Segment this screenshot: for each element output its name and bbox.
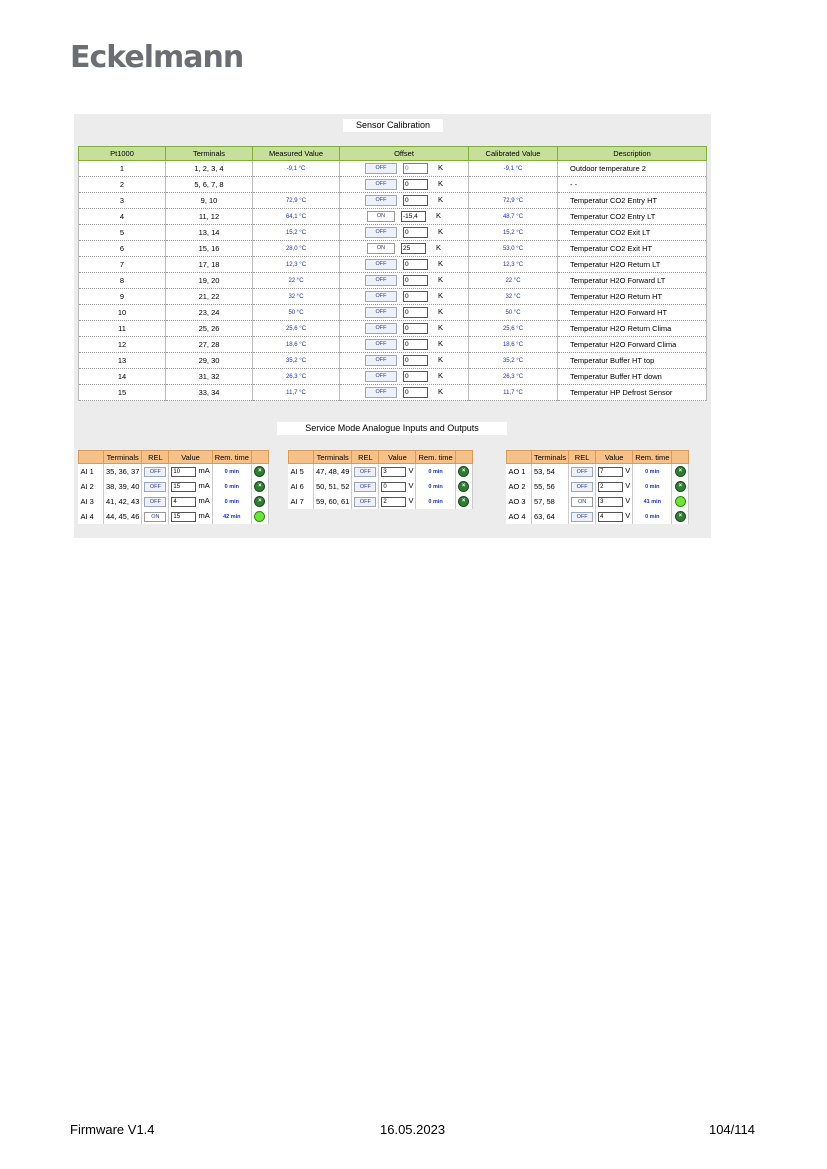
- remaining-time: 0 min: [633, 509, 672, 524]
- offset-cell: [340, 161, 469, 177]
- offset-input[interactable]: 0: [403, 163, 428, 174]
- description: Temperatur CO2 Exit HT: [558, 241, 707, 257]
- offset-cell: [340, 193, 469, 209]
- offset-input[interactable]: 0: [403, 179, 428, 190]
- rel-toggle-button[interactable]: OFF: [571, 467, 593, 477]
- terminals: 44, 45, 46: [104, 509, 142, 524]
- pt-number: 12: [79, 337, 166, 353]
- table-row: [79, 177, 707, 193]
- value-unit: V: [408, 466, 414, 476]
- rel-toggle-button[interactable]: OFF: [354, 497, 376, 507]
- description: Temperatur H2O Return LT: [558, 257, 707, 273]
- col-header: REL: [569, 451, 596, 464]
- measured-value: -9,1 °C: [253, 161, 340, 177]
- offset-unit: K: [437, 371, 443, 381]
- col-header: Rem. time: [212, 451, 251, 464]
- calibrated-value: 18,6 °C: [469, 337, 558, 353]
- offset-cell: [340, 257, 469, 273]
- terminals: 15, 16: [166, 241, 253, 257]
- offset-unit: K: [437, 179, 443, 189]
- status-indicator-icon: ×: [458, 481, 469, 492]
- channel-label: AI 5: [289, 464, 314, 480]
- offset-unit: K: [437, 355, 443, 365]
- offset-toggle-button[interactable]: OFF: [365, 355, 397, 366]
- offset-unit: K: [437, 259, 443, 269]
- table-row: [79, 509, 269, 524]
- offset-cell: [340, 289, 469, 305]
- measured-value: [253, 177, 340, 193]
- offset-unit: K: [437, 275, 443, 285]
- terminals: 25, 26: [166, 321, 253, 337]
- measured-value: 11,7 °C: [253, 385, 340, 401]
- terminals: 1, 2, 3, 4: [166, 161, 253, 177]
- calibrated-value: 72,9 °C: [469, 193, 558, 209]
- value-input[interactable]: 3: [381, 467, 406, 477]
- remaining-time: 0 min: [633, 479, 672, 494]
- value-unit: V: [625, 511, 631, 521]
- table-row: [79, 369, 707, 385]
- table-row: [79, 337, 707, 353]
- terminals: 55, 56: [532, 479, 569, 494]
- table-row: [289, 494, 473, 509]
- table-row: [79, 479, 269, 494]
- value-input[interactable]: 2: [598, 482, 623, 492]
- value-unit: V: [625, 496, 631, 506]
- offset-toggle-button[interactable]: OFF: [365, 195, 397, 206]
- value-unit: mA: [198, 496, 210, 506]
- table-row: [79, 321, 707, 337]
- col-header: Terminals: [532, 451, 569, 464]
- col-header: Rem. time: [633, 451, 672, 464]
- offset-unit: K: [435, 211, 441, 221]
- offset-toggle-button[interactable]: OFF: [365, 227, 397, 238]
- calibrated-value: 26,3 °C: [469, 369, 558, 385]
- pt-number: 13: [79, 353, 166, 369]
- pt-number: 6: [79, 241, 166, 257]
- remaining-time: 0 min: [212, 494, 251, 509]
- channel-label: AI 1: [79, 464, 104, 480]
- description: Temperatur H2O Return HT: [558, 289, 707, 305]
- pt-number: 3: [79, 193, 166, 209]
- col-header: Terminals: [314, 451, 352, 464]
- description: - -: [558, 177, 707, 193]
- measured-value: 15,2 °C: [253, 225, 340, 241]
- terminals: 41, 42, 43: [104, 494, 142, 509]
- table-row: [79, 273, 707, 289]
- calibration-title: Sensor Calibration: [343, 119, 443, 132]
- offset-input[interactable]: 0: [403, 227, 428, 238]
- status-indicator-icon: ×: [254, 481, 265, 492]
- offset-unit: K: [437, 291, 443, 301]
- offset-cell: [340, 337, 469, 353]
- channel-label: AI 4: [79, 509, 104, 524]
- remaining-time: 0 min: [416, 464, 455, 480]
- status-indicator-icon: ×: [675, 481, 686, 492]
- offset-cell: [340, 273, 469, 289]
- pt-number: 5: [79, 225, 166, 241]
- table-row: [79, 464, 269, 480]
- measured-value: 22 °C: [253, 273, 340, 289]
- remaining-time: 0 min: [633, 464, 672, 480]
- status-indicator-icon: [254, 511, 265, 522]
- table-row: [79, 494, 269, 509]
- offset-cell: [340, 353, 469, 369]
- value-unit: V: [625, 466, 631, 476]
- rel-toggle-button[interactable]: OFF: [354, 467, 376, 477]
- channel-label: AO 3: [507, 494, 532, 509]
- col-header: REL: [142, 451, 169, 464]
- description: Temperatur Buffer HT down: [558, 369, 707, 385]
- calibrated-value: 35,2 °C: [469, 353, 558, 369]
- channel-label: AI 6: [289, 479, 314, 494]
- rel-toggle-button[interactable]: OFF: [144, 497, 166, 507]
- terminals: 38, 39, 40: [104, 479, 142, 494]
- measured-value: 26,3 °C: [253, 369, 340, 385]
- offset-input[interactable]: 0: [403, 307, 428, 318]
- terminals: 17, 18: [166, 257, 253, 273]
- col-header-blank: [251, 451, 268, 464]
- col-header-blank: [507, 451, 532, 464]
- calibrated-value: -9,1 °C: [469, 161, 558, 177]
- status-indicator-icon: ×: [254, 466, 265, 477]
- col-header-blank: [455, 451, 472, 464]
- offset-toggle-button[interactable]: OFF: [365, 307, 397, 318]
- table-row: [289, 479, 473, 494]
- table-row: [507, 509, 689, 524]
- status-indicator-icon: ×: [458, 466, 469, 477]
- offset-unit: K: [437, 307, 443, 317]
- measured-value: 18,6 °C: [253, 337, 340, 353]
- offset-input[interactable]: 0: [403, 195, 428, 206]
- calibration-table: [78, 146, 707, 401]
- description: Temperatur Buffer HT top: [558, 353, 707, 369]
- offset-toggle-button[interactable]: OFF: [365, 323, 397, 334]
- col-header: Terminals: [104, 451, 142, 464]
- offset-input[interactable]: 0: [403, 339, 428, 350]
- offset-cell: [340, 385, 469, 401]
- value-input[interactable]: 2: [381, 497, 406, 507]
- pt-number: 11: [79, 321, 166, 337]
- channel-label: AO 2: [507, 479, 532, 494]
- col-header: REL: [352, 451, 379, 464]
- table-row: [79, 241, 707, 257]
- status-indicator-icon: ×: [254, 496, 265, 507]
- description: Temperatur CO2 Entry HT: [558, 193, 707, 209]
- calibrated-value: 48,7 °C: [469, 209, 558, 225]
- offset-input[interactable]: 0: [403, 323, 428, 334]
- measured-value: 50 °C: [253, 305, 340, 321]
- footer-firmware: Firmware V1.4: [70, 1122, 155, 1137]
- calibration-panel: [74, 114, 711, 538]
- offset-input[interactable]: 0: [403, 387, 428, 398]
- rel-toggle-button[interactable]: ON: [571, 497, 593, 507]
- channel-label: AO 1: [507, 464, 532, 480]
- offset-input[interactable]: 25: [401, 243, 426, 254]
- terminals: 35, 36, 37: [104, 464, 142, 480]
- terminals: 63, 64: [532, 509, 569, 524]
- pt-number: 2: [79, 177, 166, 193]
- description: Temperatur H2O Forward Clima: [558, 337, 707, 353]
- remaining-time: 0 min: [212, 479, 251, 494]
- value-unit: V: [625, 481, 631, 491]
- status-indicator-icon: ×: [675, 466, 686, 477]
- measured-value: 64,1 °C: [253, 209, 340, 225]
- offset-unit: K: [437, 195, 443, 205]
- table-row: [79, 209, 707, 225]
- pt-number: 10: [79, 305, 166, 321]
- offset-input[interactable]: 0: [403, 275, 428, 286]
- offset-cell: [340, 241, 469, 257]
- status-indicator-icon: ×: [675, 511, 686, 522]
- table-row: [289, 464, 473, 480]
- service-table-ai-2: [288, 450, 473, 509]
- calibrated-value: 25,6 °C: [469, 321, 558, 337]
- table-row: [507, 464, 689, 480]
- terminals: 5, 6, 7, 8: [166, 177, 253, 193]
- offset-toggle-button[interactable]: OFF: [365, 179, 397, 190]
- offset-toggle-button[interactable]: OFF: [365, 339, 397, 350]
- terminals: 33, 34: [166, 385, 253, 401]
- remaining-time: 0 min: [416, 494, 455, 509]
- terminals: 59, 60, 61: [314, 494, 352, 509]
- terminals: 53, 54: [532, 464, 569, 480]
- calibrated-value: [469, 177, 558, 193]
- calibrated-value: 11,7 °C: [469, 385, 558, 401]
- brand-logo: Eckelmann: [70, 40, 244, 75]
- description: Temperatur CO2 Exit LT: [558, 225, 707, 241]
- remaining-time: 42 min: [212, 509, 251, 524]
- pt-number: 8: [79, 273, 166, 289]
- rel-toggle-button[interactable]: OFF: [571, 512, 593, 522]
- description: Temperatur CO2 Entry LT: [558, 209, 707, 225]
- col-header: Value: [169, 451, 212, 464]
- pt-number: 7: [79, 257, 166, 273]
- value-input[interactable]: 0: [381, 482, 406, 492]
- offset-toggle-button[interactable]: ON: [367, 211, 395, 222]
- terminals: 29, 30: [166, 353, 253, 369]
- offset-unit: K: [437, 227, 443, 237]
- channel-label: AI 7: [289, 494, 314, 509]
- offset-input[interactable]: 0: [403, 371, 428, 382]
- offset-cell: [340, 369, 469, 385]
- measured-value: 72,9 °C: [253, 193, 340, 209]
- terminals: 50, 51, 52: [314, 479, 352, 494]
- table-row: [79, 305, 707, 321]
- offset-cell: [340, 209, 469, 225]
- table-row: [79, 385, 707, 401]
- calibrated-value: 32 °C: [469, 289, 558, 305]
- terminals: 19, 20: [166, 273, 253, 289]
- offset-toggle-button[interactable]: OFF: [365, 163, 397, 174]
- value-unit: V: [408, 496, 414, 506]
- terminals: 13, 14: [166, 225, 253, 241]
- value-input[interactable]: 15: [171, 512, 196, 522]
- terminals: 57, 58: [532, 494, 569, 509]
- offset-unit: K: [437, 163, 443, 173]
- pt-number: 1: [79, 161, 166, 177]
- offset-toggle-button[interactable]: OFF: [365, 259, 397, 270]
- calibrated-value: 12,3 °C: [469, 257, 558, 273]
- rel-toggle-button[interactable]: ON: [144, 512, 166, 522]
- service-table-ai-1: [78, 450, 269, 524]
- terminals: 31, 32: [166, 369, 253, 385]
- col-header: Measured Value: [253, 147, 340, 161]
- col-header: Offset: [340, 147, 469, 161]
- value-input[interactable]: 7: [598, 467, 623, 477]
- table-row: [79, 225, 707, 241]
- table-row: [79, 353, 707, 369]
- calibrated-value: 50 °C: [469, 305, 558, 321]
- terminals: 23, 24: [166, 305, 253, 321]
- col-header: Value: [596, 451, 633, 464]
- pt-number: 14: [79, 369, 166, 385]
- terminals: 21, 22: [166, 289, 253, 305]
- col-header: Calibrated Value: [469, 147, 558, 161]
- footer-date: 16.05.2023: [380, 1122, 446, 1137]
- calibrated-value: 15,2 °C: [469, 225, 558, 241]
- offset-input[interactable]: 0: [403, 259, 428, 270]
- channel-label: AI 3: [79, 494, 104, 509]
- value-unit: mA: [198, 511, 210, 521]
- remaining-time: 0 min: [212, 464, 251, 480]
- channel-label: AO 4: [507, 509, 532, 524]
- measured-value: 25,6 °C: [253, 321, 340, 337]
- table-row: [79, 161, 707, 177]
- value-unit: mA: [198, 466, 210, 476]
- terminals: 27, 28: [166, 337, 253, 353]
- offset-toggle-button[interactable]: OFF: [365, 275, 397, 286]
- terminals: 47, 48, 49: [314, 464, 352, 480]
- col-header: Rem. time: [416, 451, 455, 464]
- table-row: [507, 494, 689, 509]
- service-title: Service Mode Analogue Inputs and Outputs: [277, 422, 507, 435]
- col-header: Terminals: [166, 147, 253, 161]
- status-indicator-icon: [675, 496, 686, 507]
- description: Temperatur H2O Forward HT: [558, 305, 707, 321]
- offset-toggle-button[interactable]: ON: [367, 243, 395, 254]
- col-header-blank: [289, 451, 314, 464]
- rel-toggle-button[interactable]: OFF: [354, 482, 376, 492]
- terminals: 9, 10: [166, 193, 253, 209]
- description: Temperatur H2O Forward LT: [558, 273, 707, 289]
- offset-cell: [340, 305, 469, 321]
- terminals: 11, 12: [166, 209, 253, 225]
- offset-input[interactable]: 0: [403, 291, 428, 302]
- col-header-blank: [79, 451, 104, 464]
- offset-unit: K: [437, 323, 443, 333]
- rel-toggle-button[interactable]: OFF: [571, 482, 593, 492]
- col-header: Pt1000: [79, 147, 166, 161]
- offset-toggle-button[interactable]: OFF: [365, 291, 397, 302]
- value-input[interactable]: 4: [598, 512, 623, 522]
- table-row: [79, 289, 707, 305]
- offset-toggle-button[interactable]: OFF: [365, 387, 397, 398]
- offset-unit: K: [437, 387, 443, 397]
- measured-value: 28,0 °C: [253, 241, 340, 257]
- offset-unit: K: [435, 243, 441, 253]
- pt-number: 4: [79, 209, 166, 225]
- offset-unit: K: [437, 339, 443, 349]
- status-indicator-icon: ×: [458, 496, 469, 507]
- offset-toggle-button[interactable]: OFF: [365, 371, 397, 382]
- description: Temperatur H2O Return Clima: [558, 321, 707, 337]
- value-unit: mA: [198, 481, 210, 491]
- value-input[interactable]: 3: [598, 497, 623, 507]
- description: Temperatur HP Defrost Sensor: [558, 385, 707, 401]
- pt-number: 9: [79, 289, 166, 305]
- measured-value: 35,2 °C: [253, 353, 340, 369]
- remaining-time: 41 min: [633, 494, 672, 509]
- pt-number: 15: [79, 385, 166, 401]
- col-header: Description: [558, 147, 707, 161]
- offset-cell: [340, 321, 469, 337]
- offset-input[interactable]: -15,4: [401, 211, 426, 222]
- offset-cell: [340, 225, 469, 241]
- calibrated-value: 53,0 °C: [469, 241, 558, 257]
- table-row: [79, 257, 707, 273]
- value-input[interactable]: 15: [171, 482, 196, 492]
- table-row: [507, 479, 689, 494]
- description: Outdoor temperature 2: [558, 161, 707, 177]
- offset-input[interactable]: 0: [403, 355, 428, 366]
- remaining-time: 0 min: [416, 479, 455, 494]
- value-input[interactable]: 4: [171, 497, 196, 507]
- col-header-blank: [672, 451, 689, 464]
- offset-cell: [340, 177, 469, 193]
- rel-toggle-button[interactable]: OFF: [144, 467, 166, 477]
- footer-page: 104/114: [708, 1122, 755, 1137]
- channel-label: AI 2: [79, 479, 104, 494]
- col-header: Value: [379, 451, 416, 464]
- measured-value: 32 °C: [253, 289, 340, 305]
- service-table-ao: [506, 450, 689, 524]
- rel-toggle-button[interactable]: OFF: [144, 482, 166, 492]
- calibrated-value: 22 °C: [469, 273, 558, 289]
- measured-value: 12,3 °C: [253, 257, 340, 273]
- value-unit: V: [408, 481, 414, 491]
- table-row: [79, 193, 707, 209]
- value-input[interactable]: 10: [171, 467, 196, 477]
